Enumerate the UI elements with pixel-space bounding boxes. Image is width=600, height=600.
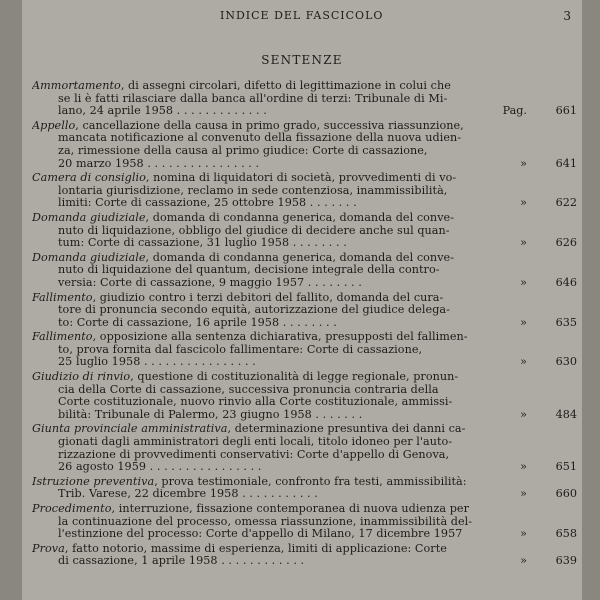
entry-line: [32, 292, 492, 305]
entry-line: [32, 555, 492, 568]
entry-line: [32, 331, 492, 344]
entry-text: nuto di liquidazione del quantum, decisione integrale della contro-: [58, 264, 440, 277]
page-ref-number: 622: [555, 196, 577, 210]
entry-text: di cassazione, 1 aprile 1958 . . . . . . . . . . . .: [58, 555, 305, 568]
entry-text: , opposizione alla sentenza dichiarativa, presupposti del fallimen-: [92, 331, 468, 344]
page-ref-number: 484: [555, 407, 577, 421]
page-ref-label: »: [520, 407, 527, 421]
entry-line: [32, 488, 492, 501]
entry-line: [32, 461, 492, 474]
entry-page-ref: [520, 356, 577, 369]
running-header: [22, 9, 582, 25]
entry-text: za, rimessione della causa al primo giudice: Corte di cassazione,: [58, 144, 428, 157]
index-entry: [32, 503, 577, 541]
entry-line: [32, 105, 492, 118]
entry-line: [32, 543, 492, 556]
index-entry: [32, 172, 577, 210]
section-title: SENTENZE: [261, 53, 343, 67]
entry-page-ref: [520, 317, 577, 330]
entry-text: , domanda di condanna generica, domanda del conve-: [145, 211, 455, 224]
page-ref-label: Pag.: [502, 104, 527, 118]
entry-text: , di assegni circolari, difetto di legittimazione in colui che: [120, 80, 451, 92]
page-ref-label: »: [520, 460, 527, 474]
entry-text: 26 agosto 1959 . . . . . . . . . . . . . . . .: [58, 461, 262, 474]
entry-text: 25 luglio 1958 . . . . . . . . . . . . . . . .: [58, 356, 256, 369]
entry-text: tum: Corte di cassazione, 31 luglio 1958 . . . . . . . .: [58, 237, 347, 250]
entry-line: [32, 197, 492, 210]
page-ref-label: »: [520, 355, 527, 369]
index-entry: [32, 476, 577, 501]
entry-line: [32, 436, 492, 449]
entry-line: [32, 476, 492, 489]
entry-line: [32, 93, 492, 106]
index-entries: [32, 80, 577, 570]
entry-text: nuto di liquidazione, obbligo del giudice di decidere anche sul quan-: [58, 224, 450, 237]
entry-line: [32, 396, 492, 409]
index-entry: [32, 331, 577, 369]
entry-text: cia della Corte di cassazione, successiva pronuncia contraria della: [58, 383, 439, 396]
entry-page-ref: [520, 488, 577, 501]
entry-text: l'estinzione del processo: Corte d'appello di Milano, 17 dicembre 1957: [58, 528, 463, 541]
entry-text: , questione di costituzionalità di legge regionale, pronun-: [130, 371, 459, 384]
entry-text: versia: Corte di cassazione, 9 maggio 1957 . . . . . . . .: [58, 276, 362, 289]
entry-topic: Appello: [32, 119, 76, 132]
page-ref-label: »: [520, 236, 527, 250]
page-ref-number: 651: [555, 460, 577, 474]
entry-text: limiti: Corte di cassazione, 25 ottobre 1958 . . . . . . .: [58, 197, 357, 210]
index-entry: [32, 80, 577, 118]
page-ref-label: »: [520, 554, 527, 568]
book-page: [22, 0, 582, 600]
entry-text: , prova testimoniale, confronto fra testi, ammissibilità:: [154, 475, 467, 488]
entry-text: se li è fatti rilasciare dalla banca all'ordine di terzi: Tribunale di Mi-: [58, 92, 448, 105]
entry-text: rizzazione di provvedimenti conservativi: Corte d'appello di Genova,: [58, 448, 450, 461]
index-entry: [32, 543, 577, 568]
page-ref-number: 630: [555, 355, 577, 369]
index-entry: [32, 212, 577, 250]
index-entry: [32, 423, 577, 473]
entry-topic: Ammortamento: [32, 80, 121, 92]
entry-text: 20 marzo 1958 . . . . . . . . . . . . . . . .: [58, 157, 260, 170]
entry-line: [32, 132, 492, 145]
entry-topic: Fallimento: [32, 331, 93, 344]
entry-page-ref: [520, 277, 577, 290]
entry-line: [32, 344, 492, 357]
entry-topic: Domanda giudiziale: [32, 211, 146, 224]
page-ref-number: 641: [555, 156, 577, 170]
entry-line: [32, 252, 492, 265]
entry-line: [32, 409, 492, 422]
page-ref-number: 639: [555, 554, 577, 568]
entry-line: [32, 225, 492, 238]
entry-line: [32, 356, 492, 369]
entry-line: [32, 237, 492, 250]
entry-page-ref: [520, 528, 577, 541]
entry-text: Trib. Varese, 22 dicembre 1958 . . . . . . . . . . .: [58, 488, 318, 501]
entry-page-ref: [520, 237, 577, 250]
entry-page-ref: [503, 105, 577, 118]
entry-text: lano, 24 aprile 1958 . . . . . . . . . . . . .: [58, 105, 267, 118]
entry-text: lontaria giurisdizione, reclamo in sede contenziosa, inammissibilità,: [58, 184, 448, 197]
entry-text: , nomina di liquidatori di società, provvedimenti di vo-: [145, 172, 457, 185]
entry-line: [32, 304, 492, 317]
entry-topic: Camera di consiglio: [32, 172, 146, 185]
entry-text: , determinazione presuntiva dei danni ca-: [227, 423, 466, 436]
entry-text: to, prova fornita dal fascicolo fallimentare: Corte di cassazione,: [58, 343, 423, 356]
entry-page-ref: [520, 461, 577, 474]
entry-text: , domanda di condanna generica, domanda del conve-: [145, 251, 455, 264]
entry-text: Corte costituzionale, nuovo rinvio alla Corte costituzionale, ammissi-: [58, 396, 453, 409]
entry-text: , giudizio contro i terzi debitori del fallito, domanda del cura-: [92, 291, 444, 304]
entry-line: [32, 449, 492, 462]
entry-topic: Domanda giudiziale: [32, 251, 146, 264]
entry-line: [32, 528, 492, 541]
entry-line: [32, 384, 492, 397]
page-ref-label: »: [520, 275, 527, 289]
entry-text: , fatto notorio, massime di esperienza, limiti di applicazione: Corte: [64, 542, 447, 555]
entry-text: mancata notificazione al convenuto della fissazione della nuova udien-: [58, 132, 462, 145]
entry-page-ref: [520, 555, 577, 568]
index-entry: [32, 120, 577, 170]
page-ref-label: »: [520, 315, 527, 329]
page-ref-label: »: [520, 487, 527, 501]
page-ref-label: »: [520, 527, 527, 541]
entry-topic: Giunta provinciale amministrativa: [32, 423, 228, 436]
entry-text: tore di pronuncia secondo equità, autorizzazione del giudice delega-: [58, 304, 450, 317]
entry-page-ref: [520, 409, 577, 422]
entry-line: [32, 80, 492, 93]
entry-line: [32, 371, 492, 384]
page-ref-number: 660: [555, 487, 577, 501]
entry-text: gionati dagli amministratori degli enti locali, titolo idoneo per l'auto-: [58, 436, 453, 449]
entry-text: , interruzione, fissazione contemporanea di nuova udienza per: [111, 503, 469, 515]
entry-line: [32, 516, 492, 529]
entry-line: [32, 145, 492, 158]
page-ref-number: 635: [555, 315, 577, 329]
entry-text: to: Corte di cassazione, 16 aprile 1958 . . . . . . . .: [58, 316, 337, 329]
entry-line: [32, 158, 492, 171]
page-ref-label: »: [520, 196, 527, 210]
entry-line: [32, 503, 492, 516]
page-ref-number: 626: [555, 236, 577, 250]
entry-page-ref: [520, 197, 577, 210]
running-title: INDICE DEL FASCICOLO: [220, 9, 384, 22]
page-ref-number: 658: [555, 527, 577, 541]
entry-topic: Prova: [32, 542, 65, 555]
entry-line: [32, 172, 492, 185]
entry-line: [32, 423, 492, 436]
entry-line: [32, 317, 492, 330]
entry-line: [32, 264, 492, 277]
entry-line: [32, 185, 492, 198]
entry-page-ref: [520, 158, 577, 171]
page-ref-label: »: [520, 156, 527, 170]
index-entry: [32, 292, 577, 330]
entry-text: , cancellazione della causa in primo grado, successiva riassunzione,: [75, 119, 464, 132]
entry-text: la continuazione del processo, omessa riassunzione, inammissibilità del-: [58, 515, 473, 528]
index-entry: [32, 371, 577, 421]
page-ref-number: 661: [555, 104, 577, 118]
entry-line: [32, 212, 492, 225]
entry-topic: Procedimento: [32, 503, 112, 515]
entry-line: [32, 277, 492, 290]
entry-topic: Fallimento: [32, 291, 93, 304]
entry-line: [32, 120, 492, 133]
entry-topic: Giudizio di rinvio: [32, 371, 131, 384]
entry-text: bilità: Tribunale di Palermo, 23 giugno 1958 . . . . . . .: [58, 408, 363, 421]
entry-topic: Istruzione preventiva: [32, 475, 155, 488]
index-entry: [32, 252, 577, 290]
page-ref-number: 646: [555, 275, 577, 289]
page-number: 3: [563, 9, 572, 23]
